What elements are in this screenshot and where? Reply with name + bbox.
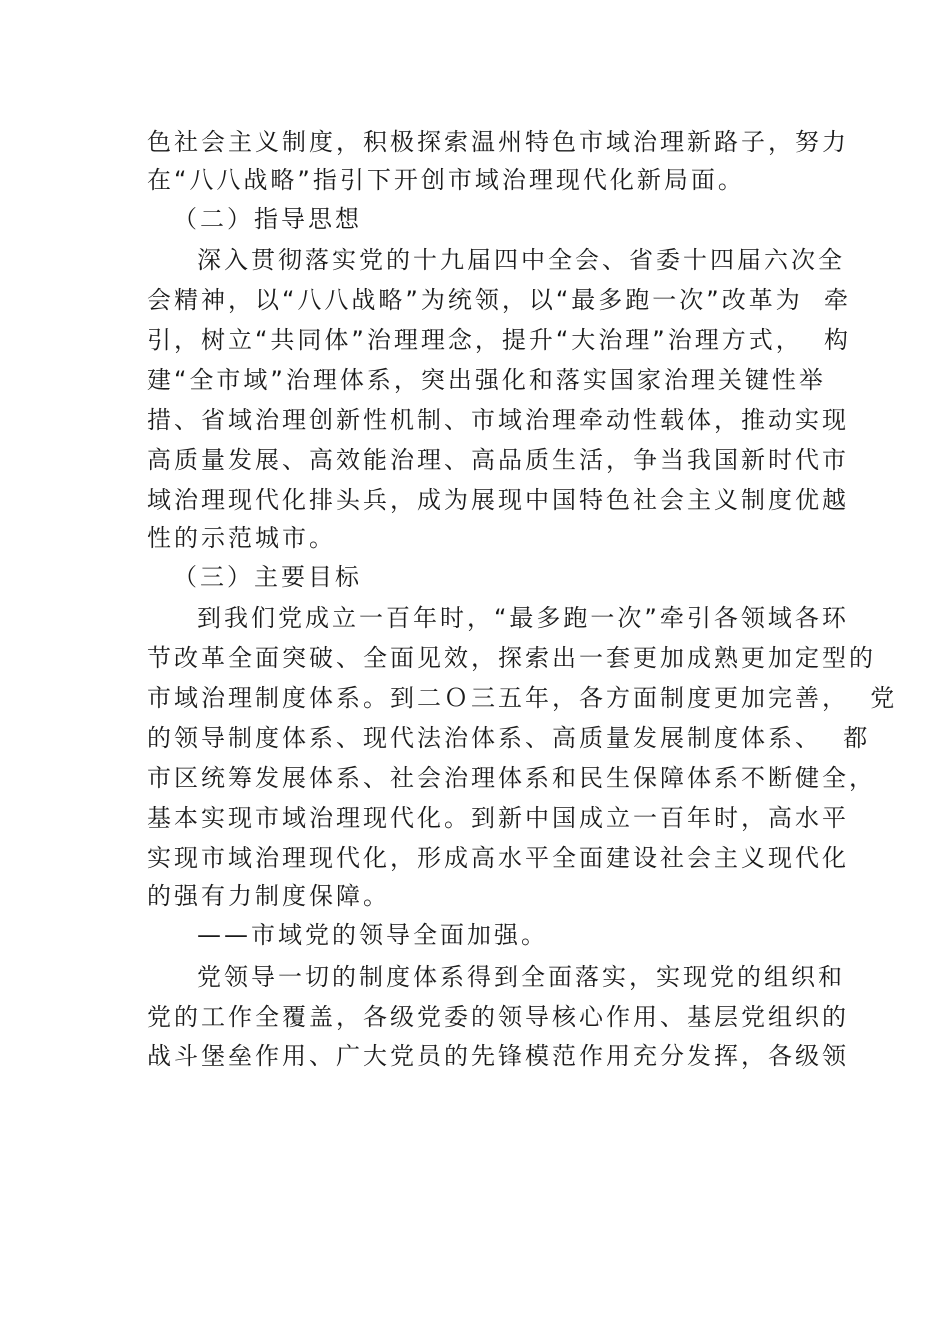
- text-line: 会精神，以“八八战略”为统领，以“最多跑一次”改革为 牵: [147, 286, 851, 314]
- text-line: 战斗堡垒作用、广大党员的先锋模范作用充分发挥，各级领: [147, 1042, 849, 1070]
- text-line: 在“八八战略”指引下开创市域治理现代化新局面。: [147, 166, 745, 194]
- subheading-dash: ——市域党的领导全面加强。: [197, 921, 548, 949]
- text-line: 措、省域治理创新性机制、市域治理牵动性载体，推动实现: [147, 406, 849, 434]
- text-line: 色社会主义制度，积极探索温州特色市域治理新路子，努力: [147, 128, 849, 156]
- text-line: 域治理现代化排头兵，成为展现中国特色社会主义制度优越: [147, 486, 849, 514]
- text-line: 市区统筹发展体系、社会治理体系和民生保障体系不断健全，: [147, 764, 876, 792]
- text-line: 节改革全面突破、全面见效，探索出一套更加成熟更加定型的: [147, 644, 876, 672]
- text-line: 高质量发展、高效能治理、高品质生活，争当我国新时代市: [147, 446, 849, 474]
- text-line: 的强有力制度保障。: [147, 882, 390, 910]
- text-line: 的领导制度体系、现代法治体系、高质量发展制度体系、 都: [147, 724, 871, 752]
- paragraph-start-line: 深入贯彻落实党的十九届四中全会、省委十四届六次全: [197, 246, 845, 274]
- text-line: 党的工作全覆盖，各级党委的领导核心作用、基层党组织的: [147, 1003, 849, 1031]
- section-heading: （二）指导思想: [173, 205, 362, 233]
- text-line: 市域治理制度体系。到二Ｏ三五年，各方面制度更加完善， 党: [147, 684, 898, 712]
- text-line: 建“全市域”治理体系，突出强化和落实国家治理关键性举: [147, 366, 826, 394]
- paragraph-start-line: 党领导一切的制度体系得到全面落实，实现党的组织和: [197, 963, 845, 991]
- section-heading: （三）主要目标: [173, 563, 362, 591]
- paragraph-start-line: 到我们党成立一百年时，“最多跑一次”牵引各领域各环: [197, 604, 849, 632]
- text-line: 性的示范城市。: [147, 524, 336, 552]
- text-line: 引，树立“共同体”治理理念，提升“大治理”治理方式， 构: [147, 326, 851, 354]
- text-line: 实现市域治理现代化，形成高水平全面建设社会主义现代化: [147, 844, 849, 872]
- text-line: 基本实现市域治理现代化。到新中国成立一百年时，高水平: [147, 804, 849, 832]
